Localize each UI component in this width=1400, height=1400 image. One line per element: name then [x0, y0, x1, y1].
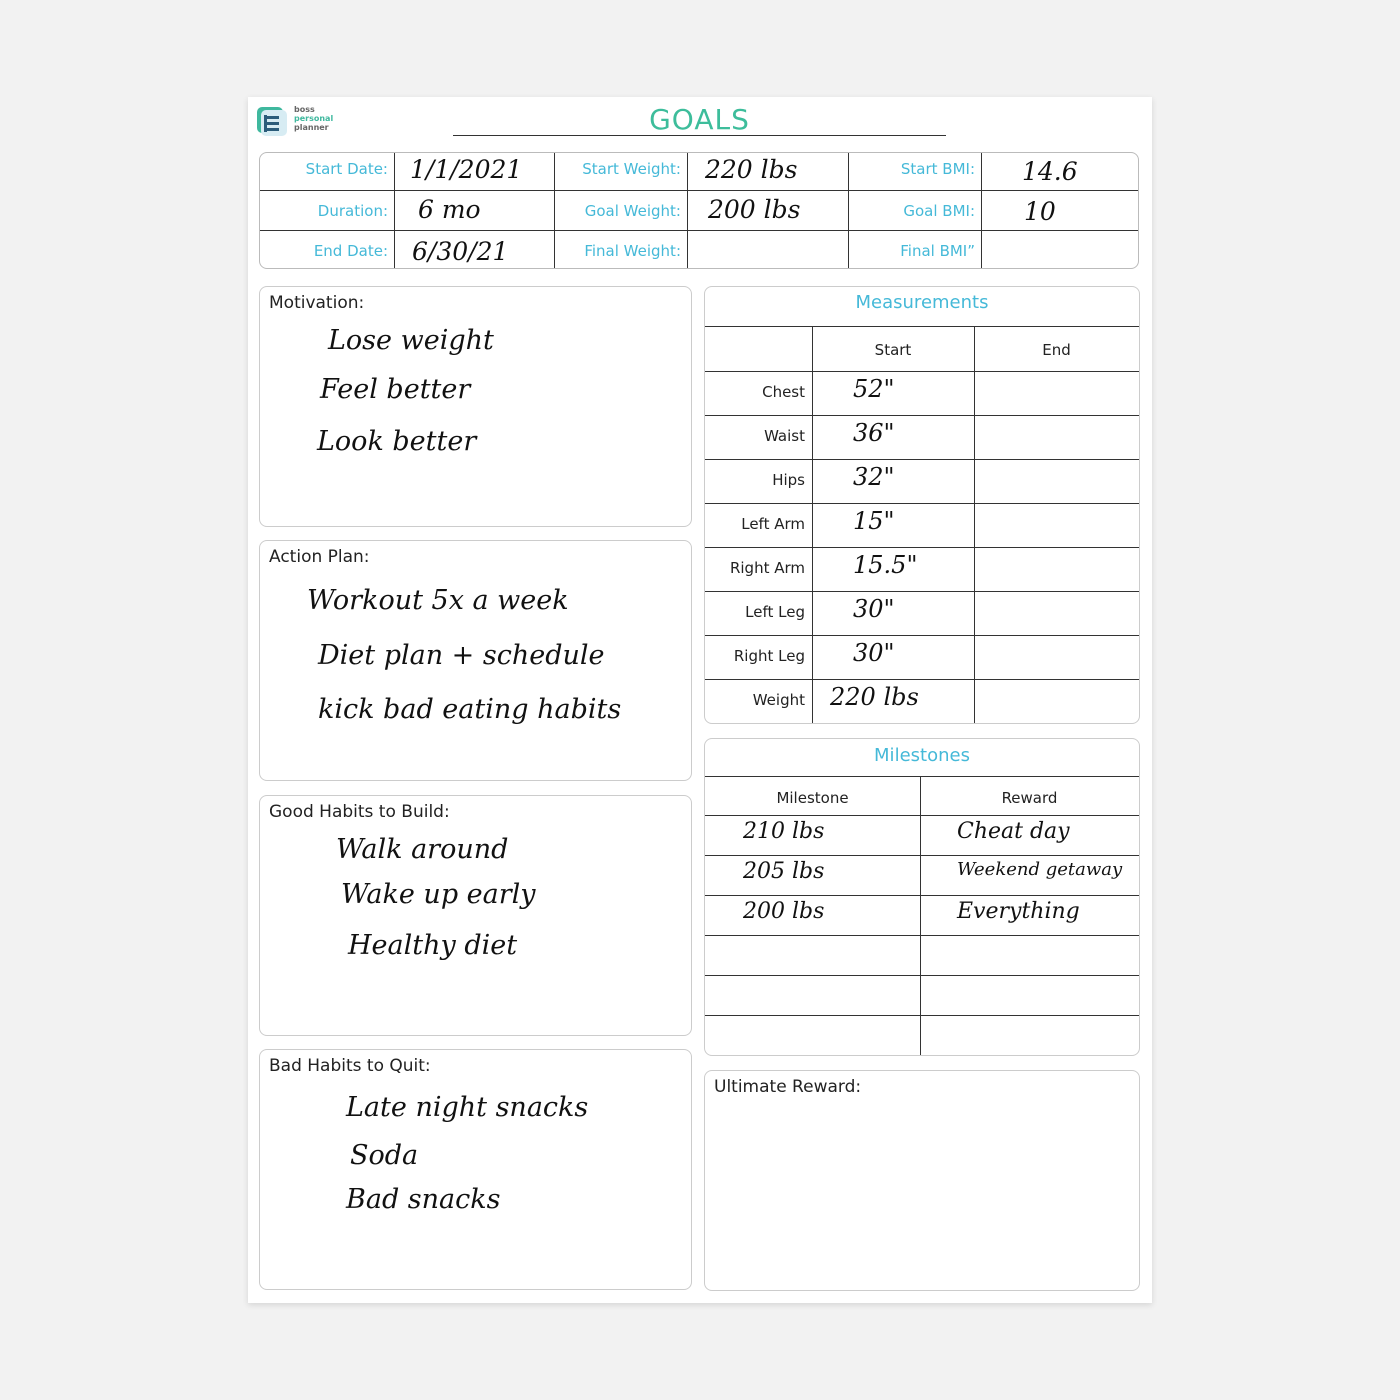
measurement-label: Weight	[752, 691, 805, 709]
divider	[705, 635, 1139, 636]
action-plan-line: Diet plan + schedule	[318, 640, 605, 671]
good-habits-box[interactable]	[259, 795, 692, 1036]
measurements-title: Measurements	[855, 292, 989, 313]
motivation-line: Lose weight	[328, 325, 494, 356]
divider	[705, 815, 1139, 816]
divider	[705, 975, 1139, 976]
duration-field[interactable]: 6 mo	[418, 195, 481, 224]
final-bmi-label: Final BMI”	[900, 242, 975, 260]
action-plan-label: Action Plan:	[269, 547, 370, 567]
brand-line: planner	[294, 123, 329, 132]
divider	[394, 153, 395, 268]
brand-text	[294, 105, 333, 132]
start-bmi-field[interactable]: 14.6	[1022, 157, 1078, 186]
goal-weight-field[interactable]: 200 lbs	[708, 195, 801, 224]
measurement-start-field[interactable]: 36"	[853, 419, 895, 447]
divider	[260, 230, 1138, 231]
bad-habits-line: Bad snacks	[346, 1184, 501, 1215]
action-plan-box[interactable]	[259, 540, 692, 781]
measurement-start-field[interactable]: 15.5"	[853, 551, 918, 579]
divider	[705, 895, 1139, 896]
goal-weight-label: Goal Weight:	[584, 202, 681, 220]
ultimate-reward-label: Ultimate Reward:	[714, 1077, 862, 1097]
milestone-field[interactable]: 205 lbs	[743, 859, 825, 884]
good-habits-line: Walk around	[336, 834, 509, 865]
start-bmi-label: Start BMI:	[900, 160, 975, 178]
planner-sheet	[248, 97, 1152, 1303]
reward-field[interactable]: Everything	[957, 899, 1080, 924]
divider	[705, 1015, 1139, 1016]
title-underline	[453, 135, 946, 136]
bad-habits-line: Soda	[350, 1140, 419, 1171]
divider	[687, 153, 688, 268]
goal-bmi-field[interactable]: 10	[1024, 197, 1056, 226]
bad-habits-box[interactable]	[259, 1049, 692, 1290]
goal-bmi-label: Goal BMI:	[903, 202, 975, 220]
divider	[705, 855, 1139, 856]
divider	[705, 326, 1139, 327]
divider	[974, 326, 975, 723]
motivation-box[interactable]	[259, 286, 692, 527]
motivation-label: Motivation:	[269, 293, 365, 313]
divider	[260, 190, 1138, 191]
reward-field[interactable]: Cheat day	[957, 819, 1070, 844]
measurement-label: Right Leg	[733, 647, 805, 665]
divider	[920, 776, 921, 1055]
divider	[705, 547, 1139, 548]
divider	[705, 591, 1139, 592]
divider	[705, 679, 1139, 680]
measurement-start-field[interactable]: 30"	[853, 595, 895, 623]
final-weight-label: Final Weight:	[584, 242, 681, 260]
brand-line: boss	[294, 105, 315, 114]
action-plan-line: Workout 5x a week	[307, 585, 569, 616]
action-plan-line: kick bad eating habits	[318, 694, 622, 725]
end-date-label: End Date:	[313, 242, 388, 260]
measurements-box	[704, 286, 1140, 724]
good-habits-line: Wake up early	[341, 879, 536, 910]
measurement-start-field[interactable]: 32"	[853, 463, 895, 491]
measurement-label: Left Leg	[745, 603, 805, 621]
measurement-label: Hips	[772, 471, 805, 489]
end-date-field[interactable]: 6/30/21	[412, 237, 509, 266]
divider	[981, 153, 982, 268]
bad-habits-line: Late night snacks	[346, 1092, 589, 1123]
start-weight-label: Start Weight:	[582, 160, 681, 178]
measurement-label: Right Arm	[729, 559, 805, 577]
measurement-start-field[interactable]: 52"	[853, 375, 895, 403]
milestones-title: Milestones	[874, 745, 970, 766]
divider	[705, 935, 1139, 936]
measurement-label: Left Arm	[741, 515, 805, 533]
divider	[705, 415, 1139, 416]
divider	[705, 371, 1139, 372]
boss-planner-logo-icon	[256, 105, 288, 137]
page-title: GOALS	[649, 103, 750, 136]
reward-field[interactable]: Weekend getaway	[957, 859, 1123, 880]
divider	[705, 503, 1139, 504]
measurements-start-header: Start	[874, 341, 912, 359]
info-grid	[259, 152, 1139, 269]
divider	[812, 326, 813, 723]
good-habits-line: Healthy diet	[348, 930, 518, 961]
divider	[705, 776, 1139, 777]
motivation-line: Feel better	[320, 374, 471, 405]
milestone-field[interactable]: 210 lbs	[743, 819, 825, 844]
divider	[705, 459, 1139, 460]
measurement-label: Waist	[764, 427, 805, 445]
start-weight-field[interactable]: 220 lbs	[705, 155, 798, 184]
duration-label: Duration:	[317, 202, 388, 220]
reward-column-header: Reward	[1001, 789, 1058, 807]
measurements-end-header: End	[1042, 341, 1071, 359]
bad-habits-label: Bad Habits to Quit:	[269, 1056, 431, 1076]
milestones-box	[704, 738, 1140, 1056]
measurement-start-field[interactable]: 15"	[853, 507, 895, 535]
good-habits-label: Good Habits to Build:	[269, 802, 450, 822]
motivation-line: Look better	[317, 426, 477, 457]
measurement-label: Chest	[762, 383, 805, 401]
measurement-start-field[interactable]: 220 lbs	[830, 683, 919, 711]
ultimate-reward-box[interactable]	[704, 1070, 1140, 1291]
milestone-column-header: Milestone	[776, 789, 849, 807]
measurement-start-field[interactable]: 30"	[853, 639, 895, 667]
start-date-field[interactable]: 1/1/2021	[410, 155, 523, 184]
brand-line: personal	[294, 114, 334, 123]
start-date-label: Start Date:	[305, 160, 388, 178]
milestone-field[interactable]: 200 lbs	[743, 899, 825, 924]
